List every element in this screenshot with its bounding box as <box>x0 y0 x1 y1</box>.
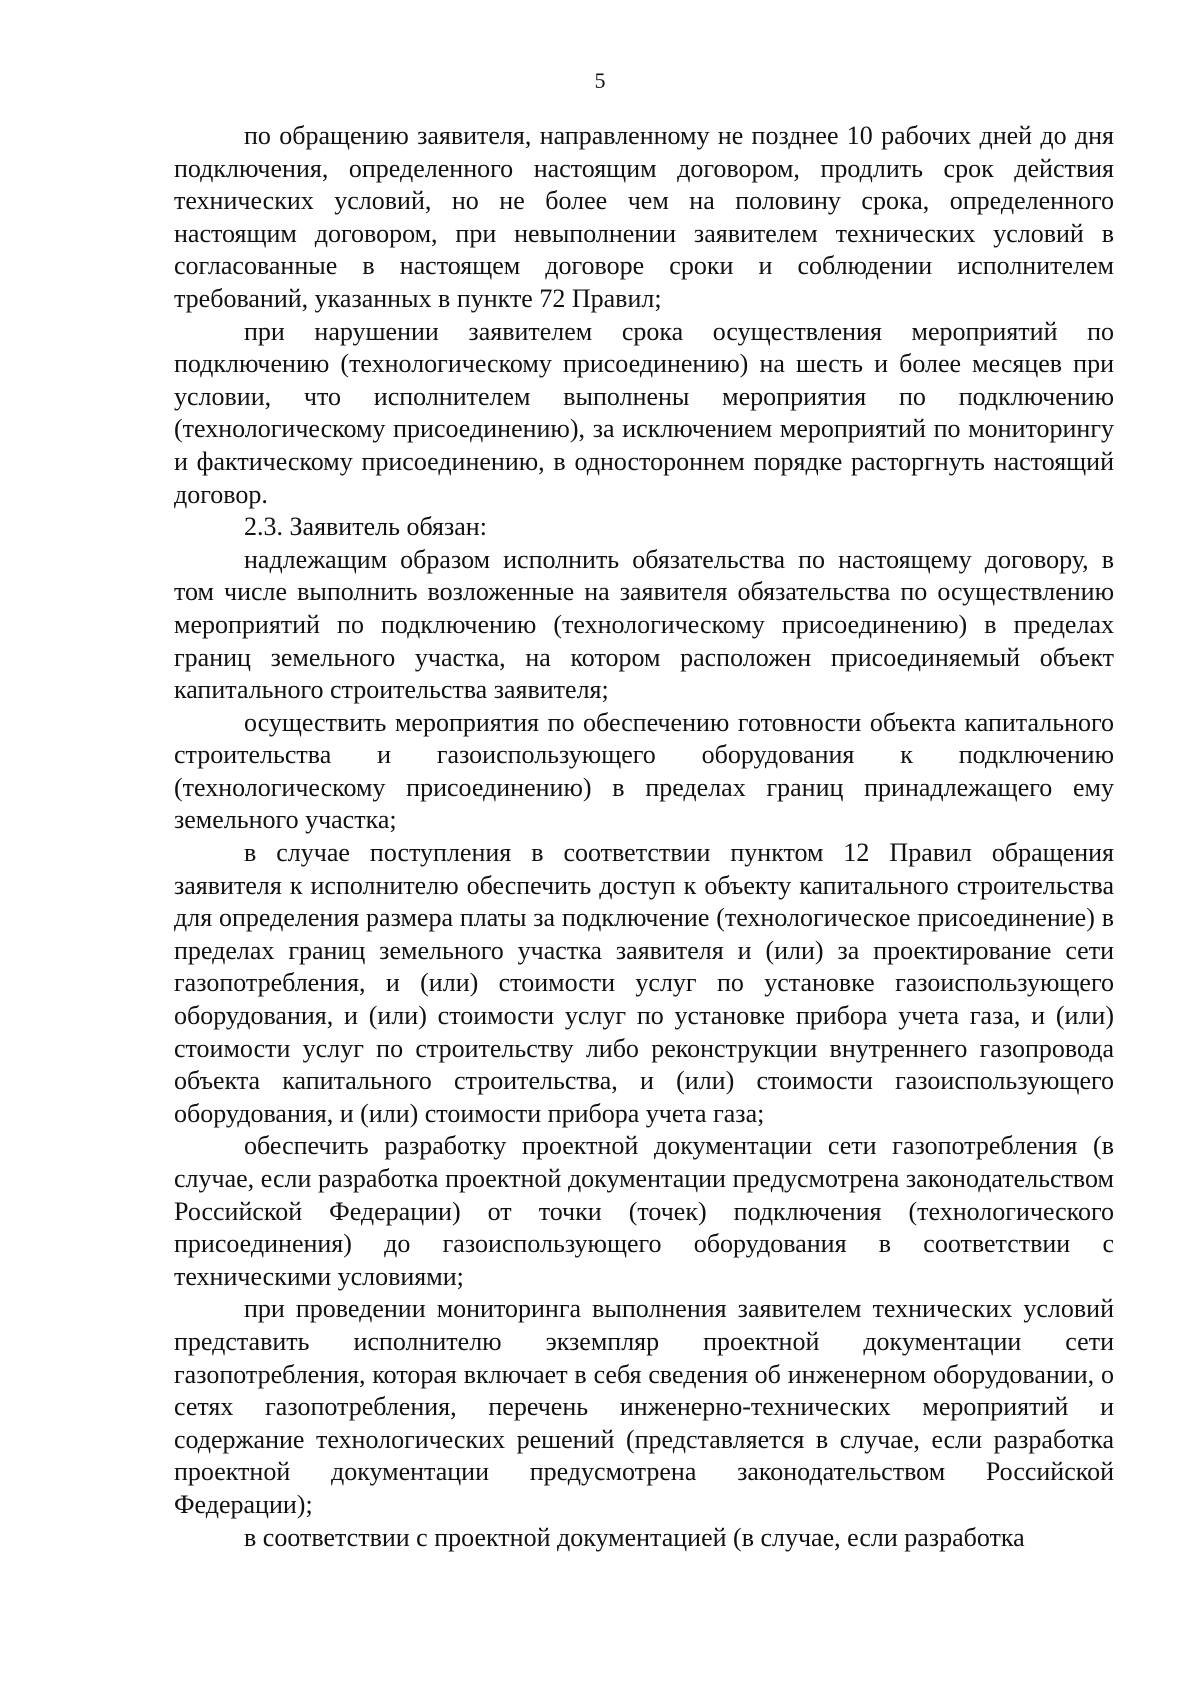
paragraph-continuation: в соответствии с проектной документацией (в случае, если разработка <box>244 1522 1025 1552</box>
document-body <box>174 120 1114 1554</box>
paragraph-provide-access: в случае поступления в соответствии пунктом 12 Правил обращения заявителя к исполнителю обеспечить доступ к объекту капитального строительства для определения размера платы за подключение (технологическое присоединение) в пределах границ земельного участка заявителя и (или) за проектирование сети газопотребления, и (или) стоимости услуг по установке газоиспользующего оборудования, и (или) стоимости услуг по установке прибора учета газа, и (или) стоимости услуг по строительству либо реконструкции внутреннего газопровода объекта капитального строительства, и (или) стоимости газоиспользующего оборудования, и (или) стоимости прибора учета газа; <box>174 838 1114 1128</box>
paragraph-project-documentation: обеспечить разработку проектной документации сети газопотребления (в случае, если разработка проектной документации предусмотрена законодательством Российской Федерации) от точки (точек) подключения (технологического присоединения) до газоиспользующего оборудования в соответствии с техническими условиями; <box>174 1131 1114 1291</box>
paragraph-terminate-contract: при нарушении заявителем срока осуществления мероприятий по подключению (технологическому присоединению) на шесть и более месяцев при условии, что исполнителем выполнены мероприятия по подключению (технологическому присоединению), за исключением мероприятий по мониторингу и фактическому присоединению, в одностороннем порядке расторгнуть настоящий договор. <box>174 316 1114 509</box>
paragraph-extend-term: по обращению заявителя, направленному не позднее 10 рабочих дней до дня подключения, определенного настоящим договором, продлить срок действия технических условий, но не более чем на половину срока, определенного настоящим договором, при невыполнении заявителем технических условий в согласованные в настоящем договоре сроки и соблюдении исполнителем требований, указанных в пункте 72 Правил; <box>174 121 1114 313</box>
paragraph-readiness: осуществить мероприятия по обеспечению готовности объекта капитального строительства и газоиспользующего оборудования к подключению (технологическому присоединению) в пределах границ принадлежащего ему земельного участка; <box>174 707 1114 835</box>
page-number: 5 <box>594 68 606 93</box>
paragraph-fulfil-obligations: надлежащим образом исполнить обязательства по настоящему договору, в том числе выполнить возложенные на заявителя обязательства по осуществлению мероприятий по подключению (технологическому присоединению) в пределах границ земельного участка, на котором расположен присоединяемый объект капитального строительства заявителя; <box>174 544 1114 705</box>
paragraph-monitoring: при проведении мониторинга выполнения заявителем технических условий представить исполнителю экземпляр проектной документации сети газопотребления, которая включает в себя сведения об инженерном оборудовании, о сетях газопотребления, перечень инженерно-технических мероприятий и содержание технологических решений (представляется в случае, если разработка проектной документации предусмотрена законодательством Российской Федерации); <box>174 1294 1114 1519</box>
section-heading-2-3: 2.3. Заявитель обязан: <box>244 512 487 542</box>
